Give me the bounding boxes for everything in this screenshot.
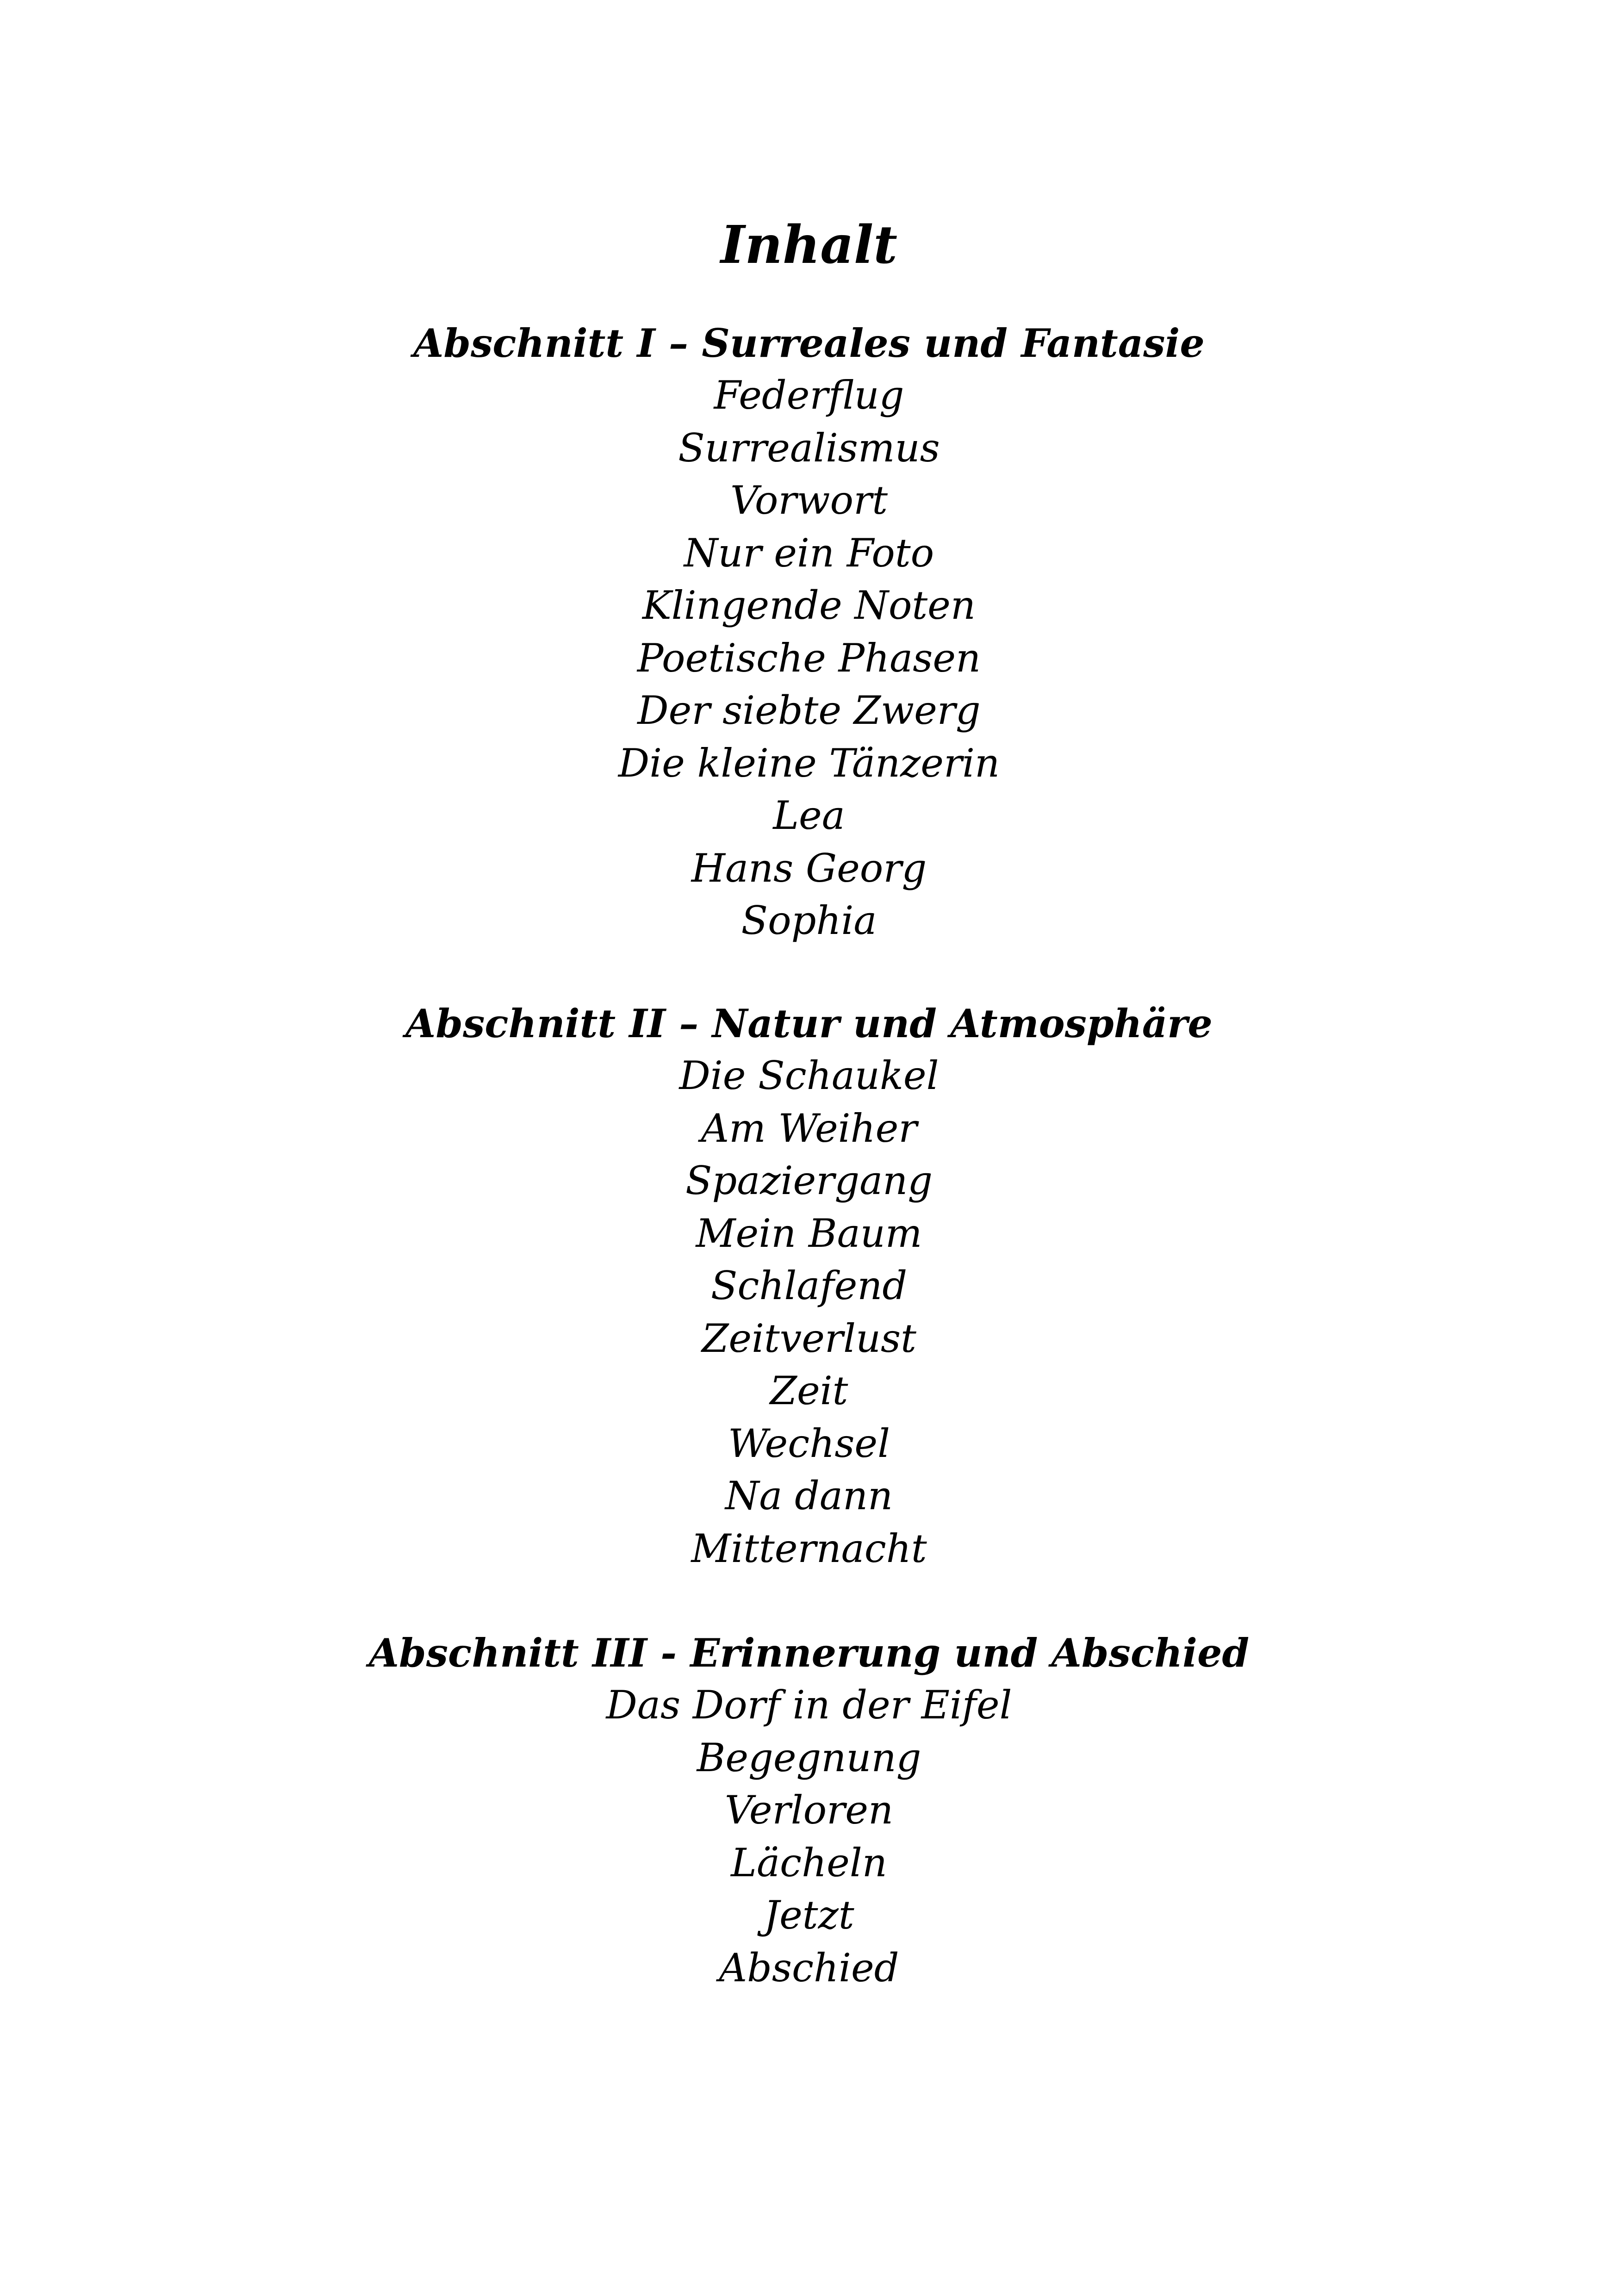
toc-section-2 [0, 997, 1618, 1575]
toc-entry: Vorwort [730, 478, 888, 523]
toc-section-3 [0, 1627, 1618, 1994]
toc-entry: Lea [773, 793, 845, 838]
section-entries [0, 1050, 1618, 1575]
toc-entry: Wechsel [728, 1420, 890, 1466]
toc-entry: Mitternacht [691, 1525, 927, 1571]
toc-entry: Jetzt [764, 1892, 854, 1938]
toc-entry: Abschied [719, 1945, 899, 1991]
toc-entry: Na dann [725, 1473, 893, 1518]
toc-entry: Mein Baum [696, 1210, 922, 1256]
toc-entry: Hans Georg [691, 845, 927, 891]
toc-entry: Surrealismus [678, 425, 940, 471]
toc-entry: Federflug [714, 373, 904, 418]
toc-entry: Schlafend [710, 1263, 908, 1308]
toc-entry: Das Dorf in der Eifel [606, 1682, 1012, 1728]
toc-entry: Verloren [724, 1787, 894, 1833]
section-heading: Abschnitt III - Erinnerung und Abschied [368, 1630, 1250, 1676]
toc-entry: Lächeln [731, 1840, 887, 1885]
toc-entry: Spaziergang [685, 1158, 933, 1203]
toc-entry: Begegnung [697, 1735, 921, 1780]
section-entries [0, 369, 1618, 947]
toc-entry: Nur ein Foto [684, 530, 934, 576]
toc-entry: Die kleine Tänzerin [618, 740, 1000, 786]
section-heading: Abschnitt II – Natur und Atmosphäre [405, 1001, 1213, 1046]
toc-entry: Zeit [770, 1368, 848, 1413]
toc-entry: Poetische Phasen [637, 635, 981, 681]
toc-entry: Der siebte Zwerg [637, 688, 981, 733]
section-entries [0, 1679, 1618, 1994]
toc-entry: Zeitverlust [702, 1315, 916, 1361]
toc-title: Inhalt [720, 215, 898, 275]
section-heading: Abschnitt I – Surreales und Fantasie [413, 320, 1205, 366]
toc-entry: Klingende Noten [642, 583, 976, 628]
toc-entry: Am Weiher [701, 1105, 917, 1151]
toc-section-1 [0, 317, 1618, 947]
toc-entry: Sophia [741, 898, 877, 943]
toc-entry: Die Schaukel [679, 1053, 939, 1098]
